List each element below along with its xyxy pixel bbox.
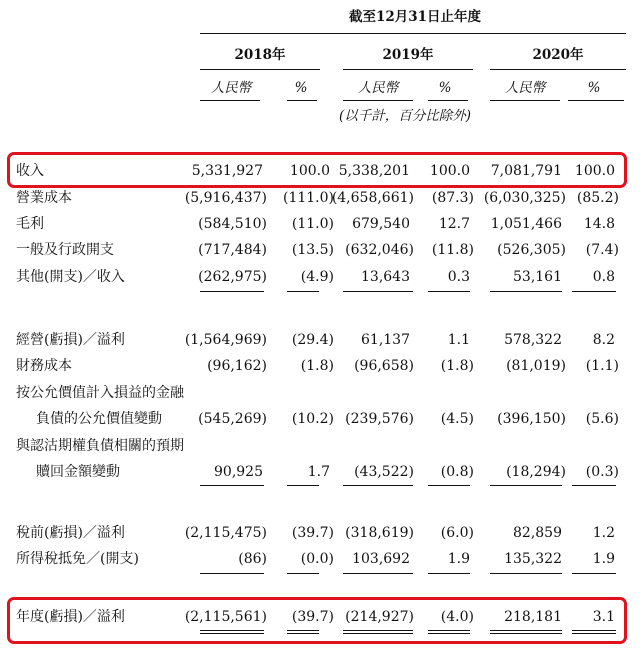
row-label: 收入 (16, 163, 44, 179)
year-2019: 2019年 (382, 47, 434, 63)
cell-pct-2020: 1.9 (592, 551, 615, 567)
year-2020: 2020年 (532, 47, 584, 63)
subtotal-rule (490, 291, 562, 292)
cell-rmb-2018: (2,115,561) (184, 609, 267, 625)
cell-pct-2018: (10.2) (291, 411, 334, 427)
cell-pct-2019: (4.0) (440, 609, 474, 625)
cell-pct-2019: 100.0 (429, 163, 470, 179)
row-label: 其他(開支)／收入 (16, 269, 125, 285)
subtotal-rule (572, 485, 616, 486)
unit-rmb-2019: 人民幣 (357, 80, 399, 96)
year-2018: 2018年 (234, 47, 286, 63)
unit-rule-2 (287, 100, 317, 101)
cell-rmb-2018: (545,269) (198, 411, 267, 427)
row-label: 按公允價值計入損益的金融 (16, 385, 184, 401)
cell-rmb-2018: (717,484) (198, 242, 267, 258)
cell-rmb-2020: 135,322 (504, 551, 562, 567)
year-rule-2020 (490, 69, 626, 70)
cell-pct-2020: 1.2 (592, 525, 615, 541)
cell-pct-2018: (39.7) (291, 525, 334, 541)
subtotal-rule (200, 573, 264, 574)
unit-rule-1 (200, 100, 260, 101)
cell-rmb-2019: 61,137 (361, 332, 410, 348)
cell-rmb-2020: (6,030,325) (483, 190, 566, 206)
subtotal-rule (343, 291, 413, 292)
cell-rmb-2020: 218,181 (504, 609, 562, 625)
cell-rmb-2018: (96,162) (207, 358, 267, 374)
unit-pct-2019: % (438, 80, 452, 96)
cell-rmb-2019: (632,046) (345, 242, 414, 258)
row-label: 所得稅抵免／(開支) (16, 551, 139, 567)
cell-rmb-2018: (5,916,437) (184, 190, 267, 206)
cell-rmb-2018: (86) (238, 551, 267, 567)
cell-pct-2019: 12.7 (438, 216, 470, 232)
unit-rmb-2020: 人民幣 (504, 80, 546, 96)
subtotal-rule (343, 485, 413, 486)
cell-rmb-2020: (81,019) (506, 358, 566, 374)
subtotal-rule (428, 573, 470, 574)
cell-pct-2018: 1.7 (307, 464, 330, 480)
subtotal-rule (428, 291, 470, 292)
cell-pct-2019: (6.0) (440, 525, 474, 541)
unit-rule-3 (343, 100, 413, 101)
unit-note: (以千計，百分比除外) (338, 108, 472, 124)
cell-pct-2020: 3.1 (592, 609, 615, 625)
cell-pct-2018: (39.7) (291, 609, 334, 625)
cell-rmb-2018: (1,564,969) (184, 332, 267, 348)
cell-pct-2019: (4.5) (440, 411, 474, 427)
cell-rmb-2018: 5,331,927 (191, 163, 263, 179)
subtotal-rule (287, 573, 319, 574)
row-label: 與認沽期權負債相關的預期 (16, 438, 184, 454)
subtotal-rule (200, 291, 264, 292)
cell-rmb-2019: 13,643 (361, 269, 410, 285)
cell-pct-2020: (5.6) (585, 411, 619, 427)
cell-pct-2018: (0.0) (300, 551, 334, 567)
subtotal-rule (200, 485, 264, 486)
unit-pct-2018: % (294, 80, 308, 96)
cell-rmb-2019: (43,522) (354, 464, 414, 480)
cell-rmb-2020: 578,322 (504, 332, 562, 348)
cell-pct-2020: (0.3) (585, 464, 619, 480)
row-label: 贖回金額變動 (36, 464, 120, 480)
revenue-highlight-box (7, 152, 627, 188)
cell-pct-2020: 8.2 (592, 332, 615, 348)
cell-rmb-2020: (526,305) (497, 242, 566, 258)
period-title: 截至12月31日止年度 (348, 9, 482, 25)
subtotal-rule (287, 291, 319, 292)
cell-rmb-2018: (584,510) (198, 216, 267, 232)
subtotal-rule (490, 485, 562, 486)
cell-rmb-2020: 7,081,791 (490, 163, 562, 179)
cell-rmb-2018: (2,115,475) (184, 525, 267, 541)
subtotal-rule (490, 573, 562, 574)
subtotal-rule (572, 573, 616, 574)
cell-pct-2018: (13.5) (291, 242, 334, 258)
cell-pct-2019: (11.8) (431, 242, 474, 258)
row-label: 年度(虧損)／溢利 (16, 609, 125, 625)
cell-pct-2019: 1.9 (447, 551, 470, 567)
cell-rmb-2020: 53,161 (513, 269, 562, 285)
year-rule-2018 (200, 69, 320, 70)
cell-pct-2019: (87.3) (431, 190, 474, 206)
row-label: 稅前(虧損)／溢利 (16, 525, 125, 541)
cell-pct-2018: 100.0 (289, 163, 330, 179)
cell-pct-2018: (1.8) (300, 358, 334, 374)
row-label: 毛利 (16, 216, 44, 232)
cell-pct-2018: (29.4) (291, 332, 334, 348)
year-rule-2019 (343, 69, 473, 70)
cell-rmb-2018: 90,925 (214, 464, 263, 480)
cell-rmb-2019: 5,338,201 (338, 163, 410, 179)
cell-pct-2020: 0.8 (592, 269, 615, 285)
cell-rmb-2019: (4,658,661) (331, 190, 414, 206)
unit-rule-5 (490, 100, 560, 101)
cell-rmb-2019: 103,692 (352, 551, 410, 567)
cell-pct-2020: 100.0 (574, 163, 615, 179)
row-label: 營業成本 (16, 190, 72, 206)
unit-rmb-2018: 人民幣 (210, 80, 252, 96)
cell-rmb-2019: (318,619) (345, 525, 414, 541)
cell-pct-2018: (11.0) (291, 216, 334, 232)
cell-rmb-2020: (396,150) (497, 411, 566, 427)
unit-rule-6 (568, 100, 624, 101)
cell-pct-2020: 14.8 (583, 216, 615, 232)
cell-pct-2019: (1.8) (440, 358, 474, 374)
row-label: 財務成本 (16, 358, 72, 374)
cell-pct-2019: (0.8) (440, 464, 474, 480)
cell-rmb-2019: (239,576) (345, 411, 414, 427)
subtotal-rule (572, 291, 616, 292)
cell-pct-2019: 0.3 (447, 269, 470, 285)
cell-rmb-2020: (18,294) (506, 464, 566, 480)
unit-pct-2020: % (587, 80, 601, 96)
cell-pct-2019: 1.1 (447, 332, 470, 348)
subtotal-rule (287, 485, 319, 486)
row-label: 經營(虧損)／溢利 (16, 332, 125, 348)
row-label: 一般及行政開支 (16, 242, 114, 258)
subtotal-rule (428, 485, 470, 486)
cell-rmb-2020: 1,051,466 (490, 216, 562, 232)
cell-pct-2020: (1.1) (585, 358, 619, 374)
unit-rule-4 (428, 100, 468, 101)
cell-pct-2018: (111.0) (282, 190, 334, 206)
cell-pct-2018: (4.9) (300, 269, 334, 285)
cell-rmb-2020: 82,859 (513, 525, 562, 541)
header-rule (200, 33, 626, 34)
cell-rmb-2018: (262,975) (198, 269, 267, 285)
cell-rmb-2019: 679,540 (352, 216, 410, 232)
cell-rmb-2019: (214,927) (345, 609, 414, 625)
cell-rmb-2019: (96,658) (354, 358, 414, 374)
cell-pct-2020: (85.2) (576, 190, 619, 206)
cell-pct-2020: (7.4) (585, 242, 619, 258)
row-label: 負債的公允價值變動 (36, 411, 162, 427)
annual-result-highlight-box (7, 597, 627, 644)
subtotal-rule (343, 573, 413, 574)
